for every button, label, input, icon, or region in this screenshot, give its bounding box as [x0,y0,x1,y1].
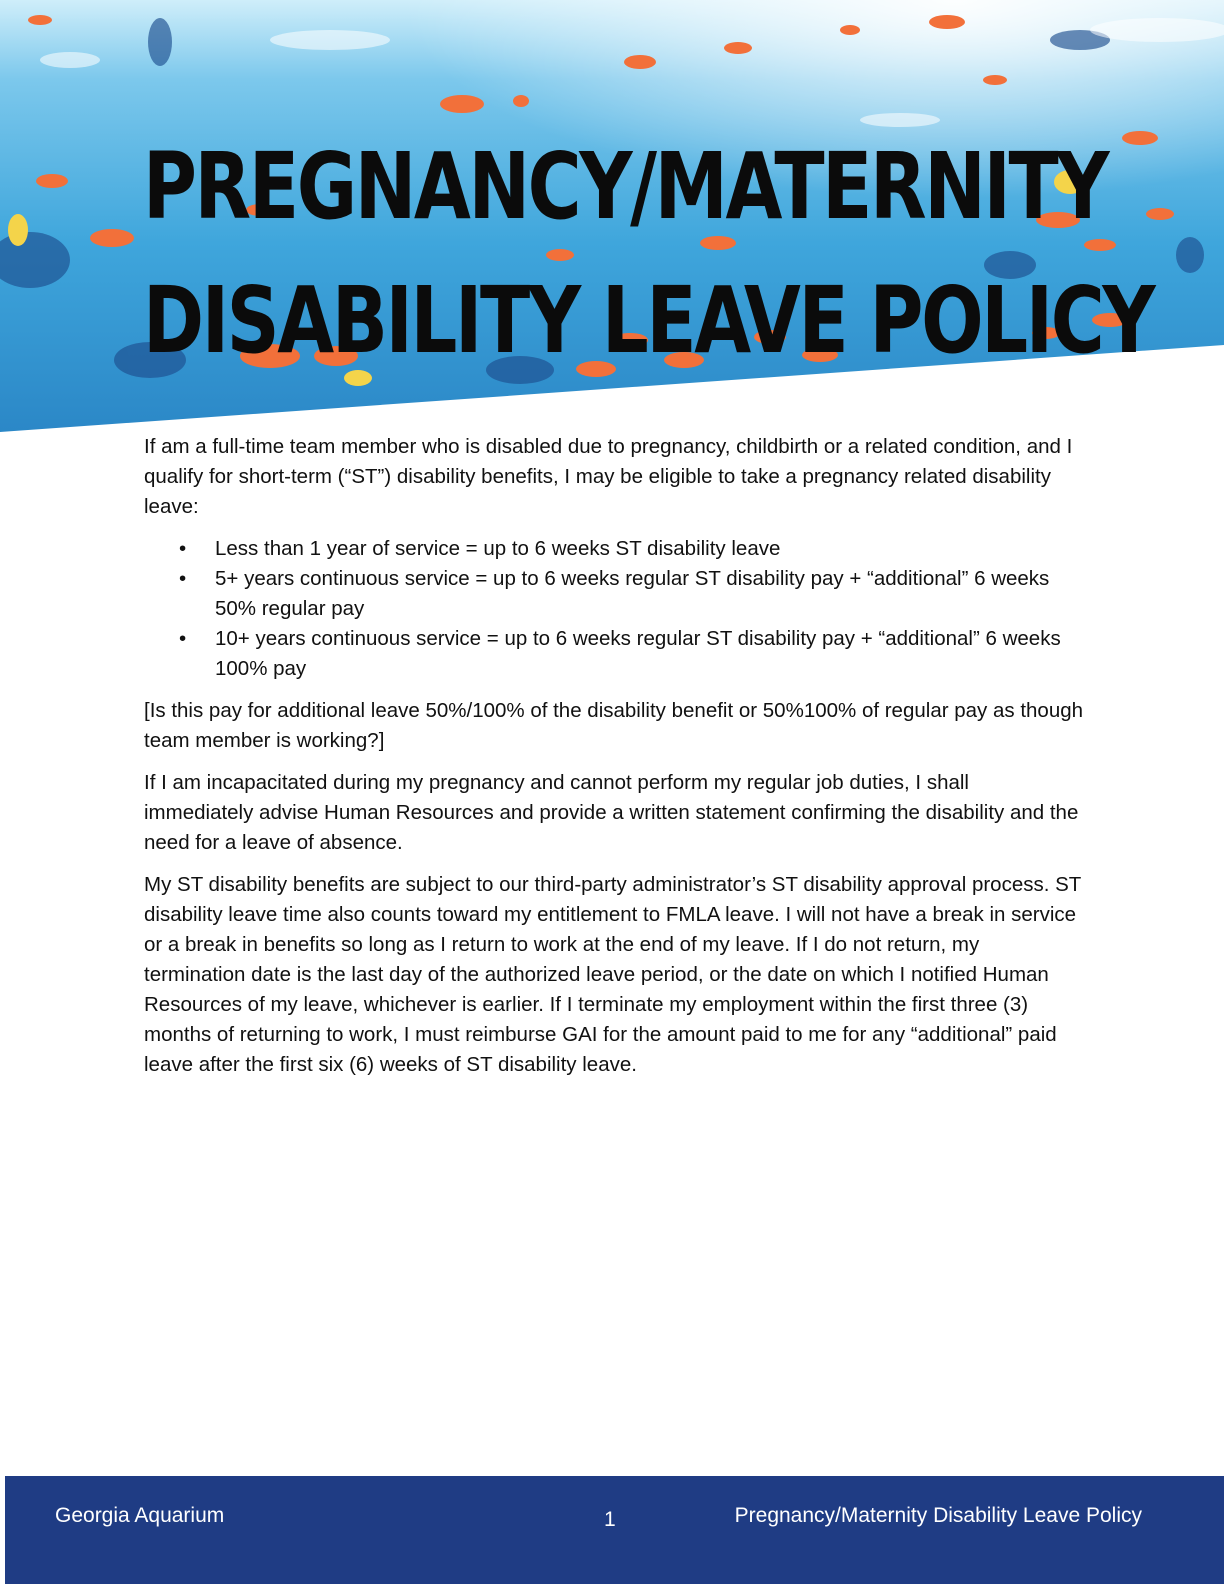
intro-paragraph: If am a full-time team member who is disabled due to pregnancy, childbirth or a related condition, and I qualify for short-term (“ST”) disability benefits, I may be eligible to take a pregnancy related disability leave: [144,435,1073,518]
page-title-line-2: DISABILITY LEAVE POLICY [143,267,1154,374]
bullet-icon: • [179,567,187,590]
list-item-text: Less than 1 year of service = up to 6 weeks ST disability leave [215,537,781,560]
list-item-text: 5+ years continuous service = up to 6 weeks regular ST disability pay + “additional” 6 weeks 50% regular pay [215,567,1050,620]
benefits-paragraph: My ST disability benefits are subject to our third-party administrator’s ST disability approval process. ST disability leave time also counts toward my entitlement to FMLA leave. I will not have a break in service or a break in benefits so long as I return to work at the end of my leave. If I do not return, my termination date is the last day of the authorized leave period, or the date on which I notified Human Resources of my leave, whichever is earlier. If I terminate my employment within the first three (3) months of returning to work, I must reimburse GAI for the amount paid to me for any “additional” paid leave after the first six (6) weeks of ST disability leave. [144,873,1081,1076]
footer-document-title: Pregnancy/Maternity Disability Leave Policy [734,1504,1142,1527]
incapacitated-paragraph: If I am incapacitated during my pregnancy and cannot perform my regular job duties, I shall immediately advise Human Resources and provide a written statement confirming the disability and the need for a leave of absence. [144,771,1079,854]
policy-body [144,432,1084,1092]
bullet-icon: • [179,537,187,560]
pay-question-note: [Is this pay for additional leave 50%/100% of the disability benefit or 50%100% of regular pay as though team member is working?] [144,699,1084,752]
page-footer [5,1476,1224,1584]
header-banner [0,0,1224,440]
eligibility-list [144,534,1084,684]
page-title-line-1: PREGNANCY/MATERNITY [143,133,1108,240]
list-item-text: 10+ years continuous service = up to 6 weeks regular ST disability pay + “additional” 6 weeks 100% pay [215,627,1061,680]
page-title [143,120,1153,388]
list-item [179,534,1084,564]
footer-page-number: 1 [604,1508,616,1531]
list-item [179,564,1084,624]
bullet-icon: • [179,627,187,650]
footer-organization: Georgia Aquarium [55,1504,225,1527]
list-item [179,624,1084,684]
